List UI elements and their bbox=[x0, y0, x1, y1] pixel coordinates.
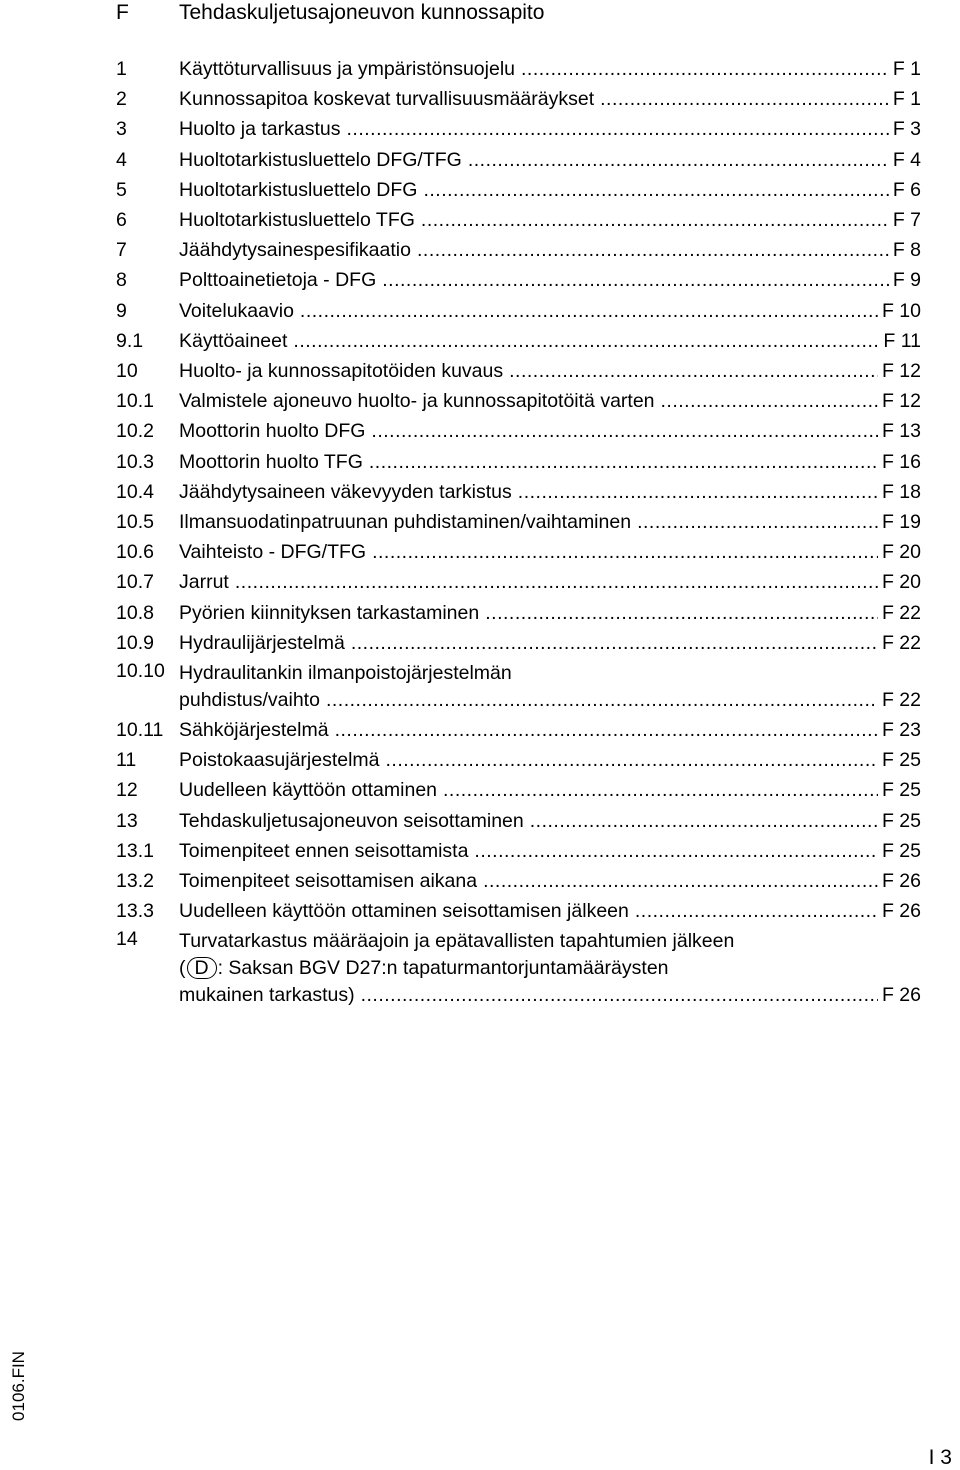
toc-entry-number: 13 bbox=[116, 809, 138, 832]
toc-entry-page: F 20 bbox=[881, 571, 921, 594]
toc-entry[interactable] bbox=[116, 836, 921, 866]
toc-entry-number: 13.1 bbox=[116, 839, 154, 862]
toc-entry[interactable] bbox=[116, 866, 921, 896]
toc-leader-dots bbox=[521, 54, 889, 84]
toc-entry-page: F 1 bbox=[892, 88, 921, 111]
toc-entry-title: Käyttöaineet bbox=[179, 329, 288, 352]
toc-entry[interactable] bbox=[116, 537, 921, 567]
toc-entry[interactable] bbox=[116, 54, 921, 84]
toc-leader-dots bbox=[300, 296, 878, 326]
toc-entry[interactable] bbox=[116, 745, 921, 775]
toc-entry[interactable] bbox=[116, 447, 921, 477]
toc-entry-page: F 25 bbox=[881, 839, 921, 862]
toc-entry-title: Valmistele ajoneuvo huolto- ja kunnossapitotöitä varten bbox=[179, 390, 655, 413]
toc-entry-title: Huoltotarkistusluettelo TFG bbox=[179, 209, 415, 232]
chapter-letter: F bbox=[116, 1, 129, 24]
toc-entry[interactable] bbox=[116, 416, 921, 446]
toc-entry-title: Ilmansuodatinpatruunan puhdistaminen/vaihtaminen bbox=[179, 511, 632, 534]
toc-entry-title: Jäähdytysainespesifikaatio bbox=[179, 239, 411, 262]
toc-leader-dots bbox=[423, 175, 888, 205]
toc-entry-page: F 25 bbox=[881, 779, 921, 802]
toc-entry-page: F 7 bbox=[892, 209, 921, 232]
toc-entry-number: 7 bbox=[116, 239, 127, 262]
toc-entry-number: 4 bbox=[116, 148, 127, 171]
toc-entry-page: F 1 bbox=[892, 58, 921, 80]
toc-leader-dots bbox=[372, 537, 878, 567]
toc-leader-dots bbox=[661, 386, 878, 416]
toc-entry-page: F 22 bbox=[881, 601, 921, 624]
toc-entry-number: 10.7 bbox=[116, 571, 154, 594]
toc-entry[interactable] bbox=[116, 477, 921, 507]
toc-entry[interactable] bbox=[116, 84, 921, 114]
toc-leader-dots bbox=[635, 896, 878, 926]
document-code: 0106.FIN bbox=[9, 1351, 28, 1421]
toc-entry[interactable] bbox=[116, 235, 921, 265]
chapter-title: Tehdaskuljetusajoneuvon kunnossapito bbox=[179, 1, 545, 24]
toc-entry-title-line-2 bbox=[179, 955, 921, 982]
toc-entry[interactable] bbox=[116, 386, 921, 416]
toc-entry-number: 9 bbox=[116, 299, 127, 322]
toc-leader-dots bbox=[335, 715, 878, 745]
toc-leader-dots bbox=[417, 235, 889, 265]
toc-entry-number: 11 bbox=[116, 749, 137, 772]
toc-entry-number: 6 bbox=[116, 209, 127, 232]
toc-entry-page: F 12 bbox=[881, 390, 921, 413]
toc-entry-page: F 12 bbox=[881, 360, 921, 383]
toc-entry-title: Pyörien kiinnityksen tarkastaminen bbox=[179, 601, 480, 624]
toc-entry-number: 10.6 bbox=[116, 541, 154, 564]
toc-entry-page: F 26 bbox=[881, 984, 921, 1007]
toc-entry[interactable] bbox=[116, 896, 921, 926]
toc-entry-title: Huolto- ja kunnossapitotöiden kuvaus bbox=[179, 360, 504, 383]
toc-leader-dots bbox=[485, 598, 878, 628]
toc-entry-title: Huolto ja tarkastus bbox=[179, 118, 341, 141]
toc-leader-dots bbox=[421, 205, 889, 235]
toc-entry[interactable] bbox=[116, 175, 921, 205]
toc-leader-dots bbox=[443, 775, 878, 805]
toc-leader-dots bbox=[637, 507, 878, 537]
toc-entry-page: F 8 bbox=[892, 239, 921, 262]
toc-entry-page: F 25 bbox=[881, 809, 921, 832]
toc-entry-number: 12 bbox=[116, 779, 138, 802]
toc-entry-number: 1 bbox=[116, 58, 127, 80]
toc-entry-title: Toimenpiteet seisottamisen aikana bbox=[179, 870, 478, 893]
toc-entry-title: Toimenpiteet ennen seisottamista bbox=[179, 839, 469, 862]
toc-entry[interactable] bbox=[116, 926, 921, 1009]
page-number: I 3 bbox=[928, 1446, 952, 1469]
toc-entry-number: 10.2 bbox=[116, 420, 154, 443]
toc-entry-title: Uudelleen käyttöön ottaminen bbox=[179, 779, 438, 802]
toc-entry-number: 2 bbox=[116, 88, 127, 111]
toc-entry-page: F 19 bbox=[881, 511, 921, 534]
toc-leader-dots bbox=[509, 356, 878, 386]
toc-entry-title: Huoltotarkistusluettelo DFG/TFG bbox=[179, 148, 462, 171]
toc-entry-page: F 4 bbox=[892, 148, 921, 171]
toc-entry[interactable] bbox=[116, 205, 921, 235]
toc-leader-dots bbox=[483, 866, 878, 896]
toc-entry[interactable] bbox=[116, 145, 921, 175]
toc-entry-title: Jäähdytysaineen väkevyyden tarkistus bbox=[179, 480, 512, 503]
toc-entry-title: Käyttöturvallisuus ja ympäristönsuojelu bbox=[179, 58, 515, 80]
toc-leader-dots bbox=[474, 836, 878, 866]
toc-entry-title-line: Turvatarkastus määräajoin ja epätavallisten tapahtumien jälkeen bbox=[179, 930, 735, 953]
toc-leader-dots bbox=[347, 114, 889, 144]
toc-entry-page: F 9 bbox=[892, 269, 921, 292]
toc-entry-page: F 22 bbox=[881, 689, 921, 712]
toc-entry-title: mukainen tarkastus) bbox=[179, 984, 355, 1007]
toc-entry[interactable] bbox=[116, 598, 921, 628]
toc-entry[interactable] bbox=[116, 296, 921, 326]
toc-entry[interactable] bbox=[116, 567, 921, 597]
table-of-contents bbox=[116, 54, 921, 1009]
toc-entry[interactable] bbox=[116, 628, 921, 658]
toc-entry-title: Vaihteisto - DFG/TFG bbox=[179, 541, 367, 564]
toc-entry[interactable] bbox=[116, 114, 921, 144]
toc-leader-dots bbox=[371, 416, 878, 446]
toc-entry-page: F 18 bbox=[881, 480, 921, 503]
toc-leader-dots bbox=[600, 84, 889, 114]
toc-entry-title: Voitelukaavio bbox=[179, 299, 294, 322]
toc-entry[interactable] bbox=[116, 507, 921, 537]
toc-entry-page: F 23 bbox=[881, 719, 921, 742]
toc-leader-dots bbox=[293, 326, 879, 356]
toc-entry-title: Hydraulijärjestelmä bbox=[179, 631, 345, 654]
toc-leader-dots bbox=[326, 687, 878, 714]
toc-entry-title: Moottorin huolto TFG bbox=[179, 450, 363, 473]
toc-entry-number: 8 bbox=[116, 269, 127, 292]
toc-entry-title: Uudelleen käyttöön ottaminen seisottamisen jälkeen bbox=[179, 900, 629, 923]
toc-entry-number: 10.8 bbox=[116, 601, 154, 624]
toc-entry-title: Sähköjärjestelmä bbox=[179, 719, 329, 742]
toc-leader-dots bbox=[386, 745, 878, 775]
toc-leader-dots bbox=[518, 477, 878, 507]
toc-entry-number: 10.10 bbox=[116, 660, 165, 683]
toc-entry-title: Moottorin huolto DFG bbox=[179, 420, 366, 443]
toc-entry-number: 13.3 bbox=[116, 900, 154, 923]
toc-entry-number: 13.2 bbox=[116, 870, 154, 893]
toc-entry-page: F 26 bbox=[881, 870, 921, 893]
toc-entry-number: 10.11 bbox=[116, 719, 164, 742]
toc-entry-page: F 20 bbox=[881, 541, 921, 564]
toc-leader-dots bbox=[530, 806, 878, 836]
toc-entry-page: F 25 bbox=[881, 749, 921, 772]
toc-entry-page: F 3 bbox=[892, 118, 921, 141]
toc-entry[interactable] bbox=[116, 356, 921, 386]
country-code-d-badge: D bbox=[187, 957, 217, 979]
toc-entry-number: 10.5 bbox=[116, 511, 154, 534]
toc-entry[interactable] bbox=[116, 265, 921, 295]
toc-entry-title: Jarrut bbox=[179, 571, 229, 594]
toc-entry-title-line: Hydraulitankin ilmanpoistojärjestelmän bbox=[179, 662, 512, 685]
toc-entry-page: F 11 bbox=[883, 329, 921, 352]
toc-entry-number: 10.1 bbox=[116, 390, 154, 413]
toc-leader-dots bbox=[468, 145, 889, 175]
toc-leader-dots bbox=[369, 447, 878, 477]
toc-entry-page: F 10 bbox=[881, 299, 921, 322]
toc-leader-dots bbox=[351, 628, 878, 658]
open-paren: ( bbox=[179, 957, 186, 980]
toc-entry-title: puhdistus/vaihto bbox=[179, 689, 320, 712]
toc-entry-number: 5 bbox=[116, 178, 127, 201]
toc-leader-dots bbox=[361, 982, 878, 1009]
toc-entry-page: F 6 bbox=[892, 178, 921, 201]
toc-entry-title: Kunnossapitoa koskevat turvallisuusmääräykset bbox=[179, 88, 595, 111]
toc-leader-dots bbox=[382, 265, 889, 295]
toc-leader-dots bbox=[235, 567, 878, 597]
toc-entry-page: F 26 bbox=[881, 900, 921, 923]
toc-entry[interactable] bbox=[116, 806, 921, 836]
toc-entry-number: 14 bbox=[116, 928, 138, 951]
toc-entry-number: 3 bbox=[116, 118, 127, 141]
toc-entry-number: 10.4 bbox=[116, 480, 154, 503]
toc-entry-page: F 13 bbox=[881, 420, 921, 443]
regulation-text: : Saksan BGV D27:n tapaturmantorjuntamääräysten bbox=[217, 957, 669, 980]
toc-entry-title: Polttoainetietoja - DFG bbox=[179, 269, 377, 292]
toc-entry[interactable] bbox=[116, 326, 921, 356]
toc-entry-number: 10.9 bbox=[116, 631, 154, 654]
toc-entry-number: 10 bbox=[116, 360, 138, 383]
toc-entry[interactable] bbox=[116, 775, 921, 805]
toc-entry-page: F 22 bbox=[881, 631, 921, 654]
toc-entry-number: 10.3 bbox=[116, 450, 154, 473]
toc-entry-page: F 16 bbox=[881, 450, 921, 473]
toc-entry-title: Huoltotarkistusluettelo DFG bbox=[179, 178, 418, 201]
toc-entry-title: Tehdaskuljetusajoneuvon seisottaminen bbox=[179, 809, 524, 832]
toc-entry[interactable] bbox=[116, 715, 921, 745]
toc-entry-number: 9.1 bbox=[116, 329, 144, 352]
toc-entry-title: Poistokaasujärjestelmä bbox=[179, 749, 380, 772]
toc-entry[interactable] bbox=[116, 658, 921, 714]
